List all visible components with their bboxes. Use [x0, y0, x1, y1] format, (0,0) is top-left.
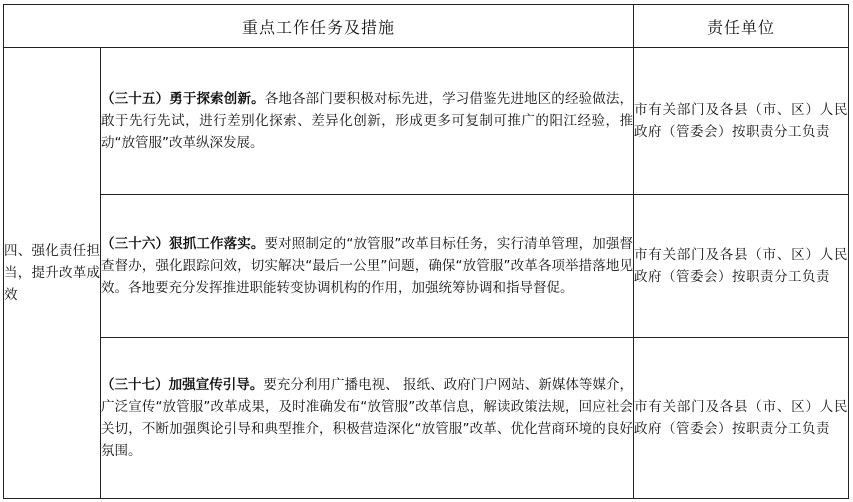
task-title: （三十六）狠抓工作落实。 — [101, 236, 265, 252]
header-tasks: 重点工作任务及措施 — [4, 5, 634, 48]
table-header-row — [4, 5, 849, 48]
table-row — [4, 195, 849, 338]
task-body: 要充分利用广播电视、 报纸、政府门户网站、新媒体等媒介，广泛宣传“放管服”改革成果，及时准确发布“放管服”改革信息，解读政策法规，回应社会关切，不断加强舆论引导和典型推介，积极营造深化“放管服”改革、优化营商环境的良好氛围。 — [101, 377, 634, 459]
table-row — [4, 338, 849, 499]
category-cell: 四、强化责任担当，提升改革成效 — [4, 48, 101, 499]
header-unit: 责任单位 — [634, 5, 849, 48]
unit-cell: 市有关部门及各县（市、区）人民政府（管委会）按职责分工负责 — [634, 48, 849, 195]
task-body: 要对照制定的“放管服”改革目标任务，实行清单管理，加强督查督办，强化跟踪问效，切实解决“最后一公里”问题，确保“放管服”改革各项举措落地见效。各地要充分发挥推进职能转变协调机构的作用，加强统筹协调和指导督促。 — [101, 236, 634, 296]
unit-cell: 市有关部门及各县（市、区）人民政府（管委会）按职责分工负责 — [634, 195, 849, 338]
task-cell — [101, 195, 634, 338]
task-body: 各地各部门要积极对标先进，学习借鉴先进地区的经验做法，敢于先行先试，进行差别化探索、差异化创新，形成更多可复制可推广的阳江经验，推动“放管服”改革纵深发展。 — [101, 91, 634, 151]
task-title: （三十五）勇于探索创新。 — [101, 91, 265, 107]
task-table — [3, 4, 849, 499]
task-title: （三十七）加强宣传引导。 — [101, 377, 264, 393]
table-row — [4, 48, 849, 195]
task-cell — [101, 48, 634, 195]
unit-cell: 市有关部门及各县（市、区）人民政府（管委会）按职责分工负责 — [634, 338, 849, 499]
task-cell — [101, 338, 634, 499]
